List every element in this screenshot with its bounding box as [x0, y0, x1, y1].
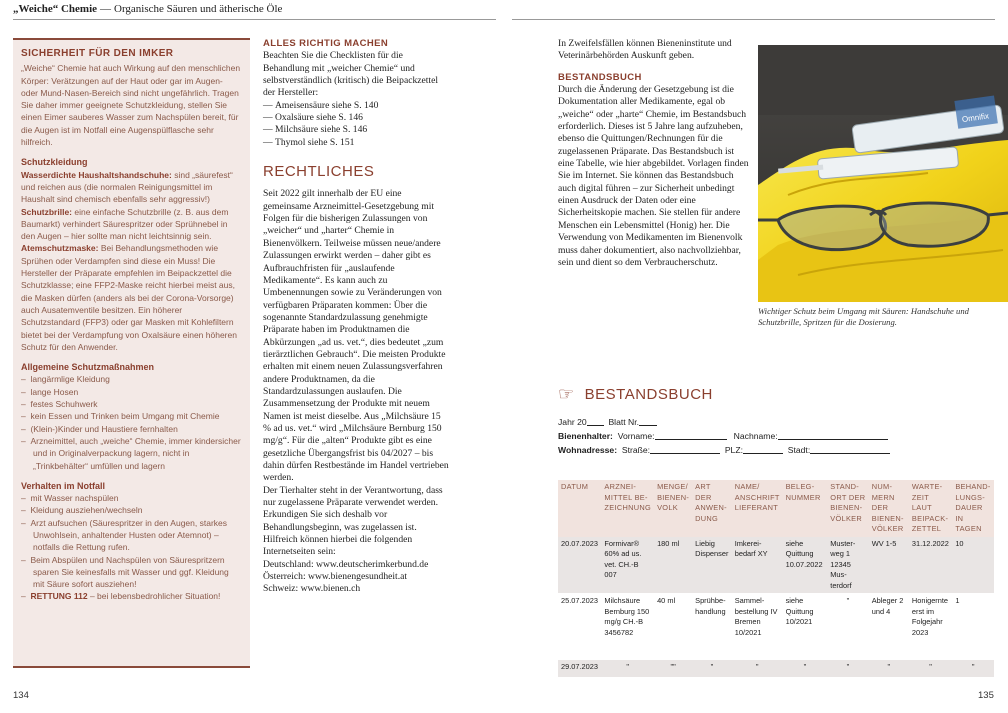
table-cell: Honigernte erst im Folgejahr 2023 — [909, 594, 952, 660]
table-cell: Ableger 2 und 4 — [869, 594, 909, 660]
table-cell: Sprühbe-handlung — [692, 594, 732, 660]
table-cell: 40 ml — [654, 594, 692, 660]
header-separator: — — [100, 3, 112, 15]
column-header: ARZNEI-MITTEL BE-ZEICHNUNG — [601, 480, 654, 537]
table-cell: 20.07.2023 — [558, 537, 601, 594]
table-cell: " — [601, 660, 654, 678]
list-item: – festes Schuhwerk — [21, 398, 242, 410]
table-cell: 180 ml — [654, 537, 692, 594]
list-item: – lange Hosen — [21, 386, 242, 398]
column-header: BEHAND-LUNGS-DAUER IN TAGEN — [952, 480, 994, 537]
paragraph: Der Tierhalter steht in der Verantwortung, dass nur zugelassene Präparate verwendet werden. Erkundigen Sie sich deshalb vor Behandlungsbeginn, was zugelassen ist. Hilfreich können hierbei die folgenden Internetseiten sein: — [263, 484, 443, 558]
table-row — [558, 537, 994, 594]
table-cell: " — [952, 660, 994, 678]
table-cell: " — [909, 660, 952, 678]
header-rule-left — [13, 19, 496, 20]
box-paragraph: Atemschutzmaske: Bei Behandlungsmethoden wie Sprühen oder Verdampfen sind diese ein Muss! Die Hersteller der Präparate empfehlen im Beipackzettel die Schutzklasse; eine FFP2-Maske reicht hierbei meist aus, die Masken dürfen (anders als bei der Corona-Vorsorge) auch Ausatemventile besitzen. Ein höherer Schutzstandard (FFP3) oder gar Masken mit Kohlefiltern bietet bei der Verdampfung von Oxalsäure einen höheren Schutz für den Anwender. — [21, 243, 237, 352]
column-header: STAND-ORT DER BIENEN-VÖLKER — [827, 480, 868, 537]
reference-list — [263, 100, 450, 149]
photo-caption: Wichtiger Schutz beim Umgang mit Säuren: Handschuhe und Schutzbrille, Spritzen für die Dosierung. — [758, 306, 969, 327]
page-number-left: 134 — [13, 690, 29, 701]
table-cell: 10 — [952, 537, 994, 594]
table-cell: Milchsäure Bernburg 150 mg/g CH.-B 3456782 — [601, 594, 654, 660]
box-section-heading: Schutzkleidung — [21, 157, 88, 168]
box-section-heading: Allgemeine Schutzmaßnahmen — [21, 362, 155, 373]
running-header — [13, 3, 282, 15]
table-cell: WV 1-5 — [869, 537, 909, 594]
form-title: ☞ BESTANDSBUCH — [558, 384, 713, 404]
table-cell: Sammel-bestellung IV Bremen 10/2021 — [732, 594, 783, 660]
table-cell: Formivar® 60% ad us. vet. CH.-B 007 — [601, 537, 654, 594]
safety-box — [13, 38, 250, 668]
page-number-right: 135 — [978, 690, 994, 701]
section-heading: ALLES RICHTIG MACHEN — [263, 38, 389, 49]
table-cell: "" — [654, 660, 692, 678]
column-header: DATUM — [558, 480, 601, 537]
list-item: – (Klein-)Kinder und Haustiere fernhalten — [21, 423, 242, 435]
column-header: MENGE/ BIENEN-VOLK — [654, 480, 692, 537]
table-cell: 31.12.2022 — [909, 537, 952, 594]
header-title-bold: „Weiche“ Chemie — [13, 3, 98, 15]
table-row — [558, 660, 994, 678]
column-header: BELEG-NUMMER — [783, 480, 828, 537]
link-germany: Deutschland: www.deutscherimkerbund.de — [263, 558, 429, 570]
safety-equipment-photo — [758, 45, 1008, 302]
column-header: ART DER ANWEN-DUNG — [692, 480, 732, 537]
paragraph: Seit 2022 gilt innerhalb der EU eine gemeinsame Arzneimittel-Gesetzgebung mit Folgen für die bisherigen Zulassungen von „weicher“ und „harter“ Chemie in Bienenvölkern. Teilweise müssen neue/andere Zulassungen erwirkt werden – daher gibt es Aufbrauchfristen für „auslaufende Medikamente“. Es kann auch zu Umbenennungen sowie zu Veränderungen von verfügbaren Präparaten kommen: Über die sogenannte Standardzulassung genehmigte Präparate haben im Produktnamen die Abkürzungen „ad us. vet.“, dies bedeutet „zum tierärztlichen Gebrauch“. Die meisten Produkte erhalten mit einem neuen Zulassungsverfahren andere Produktnamen, da die Standardzulassungen auslaufen. Die Zusammensetzung der Produkte mit neuem Namen ist meist dieselbe. Aus „Milchsäure 15 % ad us. vet.“ wird „Milchsäure Bernburg 150 mg/g“. Für die „alten“ Produkte gibt es eine gesetzliche Übergangsfrist bis 04/2027 – bis dahin dürfen Restbestände im Handel vertrieben werden. — [263, 188, 449, 484]
table-cell: " — [732, 660, 783, 678]
emergency-list — [21, 492, 242, 603]
header-title-rest: Organische Säuren und ätherische Öle — [114, 3, 283, 15]
paragraph: Beachten Sie die Checklisten für die Behandlung mit „weicher Chemie“ und selbstverständlich (kritisch) die Beipackzettel der Hersteller: — [263, 50, 439, 99]
table-cell: Imkerei-bedarf XY — [732, 537, 783, 594]
table-row — [558, 594, 994, 660]
table-cell: " — [827, 594, 868, 660]
box-heading: SICHERHEIT FÜR DEN IMKER — [21, 48, 174, 59]
table-cell: 1 — [952, 594, 994, 660]
box-intro: „Weiche“ Chemie hat auch Wirkung auf den menschlichen Körper: Verätzungen auf der Haut oder gar im Augen- oder Mund-Nasen-Bereich sind nicht ungefährlich. Tragen Sie daher immer geeignete Schutzkleidung, stellen Sie einen Eimer sauberes Wasser zum Nachspülen bereit, für die Augen ist im Notfall eine Augenspülflasche sehr hilfreich. — [21, 63, 241, 148]
column-header: NUM-MERN DER BIENEN-VÖLKER — [869, 480, 909, 537]
list-item: — Thymol siehe S. 151 — [263, 137, 450, 149]
middle-column — [263, 38, 450, 596]
list-item: – kein Essen und Trinken beim Umgang mit Chemie — [21, 410, 242, 422]
table-cell: 29.07.2023 — [558, 660, 601, 678]
protection-list — [21, 373, 242, 471]
list-item: — Ameisensäure siehe S. 140 — [263, 100, 450, 112]
list-item: – Kleidung ausziehen/wechseln — [21, 504, 242, 516]
table-cell: siehe Quittung 10/2021 — [783, 594, 828, 660]
form-line-year: Jahr 20 Blatt Nr. — [558, 417, 657, 427]
table-cell: " — [827, 660, 868, 678]
paragraph: Durch die Änderung der Gesetzgebung ist die Dokumentation aller Medikamente, egal ob „weiche“ oder „harte“ Chemie, im Bestandsbuch erforderlich. Dieses ist 5 Jahre lang aufzuheben, ebenso die Quittungen/Rechnungen für die zugelassenen Präparate. Das Bestandsbuch ist eine Tabelle, wie hier abgebildet. Vorlagen finden Sie im Internet. Sie können das Bestandsbuch auch digital führen – zur Sicherheit unbedingt einen Ausdruck der Daten oder eine Sicherheitskopie machen. Sie stellen für andere Menschen ein Lebensmittel (Honig) her. Die Verwendung von Medikamenten im Bienenvolk muss daher dokumentiert, also nachvollziehbar, sein und dient so dem Verbraucherschutz. — [558, 84, 749, 268]
box-paragraph: Schutzbrille: eine einfache Schutzbrille (z. B. aus dem Baumarkt) verhindert Säurespritzer oder Sprühnebel in den Augen – hier sollte man nicht leichtsinnig sein. — [21, 206, 229, 242]
column-header: NAME/ ANSCHRIFT LIEFERANT — [732, 480, 783, 537]
box-paragraph: Wasserdichte Haushaltshandschuhe: sind „säurefest“ und reichen aus (die normalen Reinigungsmittel im Haushalt sind chemisch ebenfalls sehr aggressiv!) — [21, 169, 233, 205]
link-austria: Österreich: www.bienengesundheit.at — [263, 571, 408, 583]
table-cell: Muster-weg 1 12345 Mus-terdorf — [827, 537, 868, 594]
right-column — [558, 38, 751, 269]
list-item: – mit Wasser nachspülen — [21, 492, 242, 504]
list-item: – langärmlige Kleidung — [21, 373, 242, 385]
pointing-hand-icon: ☞ — [558, 384, 575, 404]
inventory-table — [558, 480, 994, 678]
table-cell: siehe Quittung 10.07.2022 — [783, 537, 828, 594]
list-item: — Oxalsäure siehe S. 146 — [263, 112, 450, 124]
table-cell: " — [869, 660, 909, 678]
header-rule-right — [512, 19, 995, 20]
table-header-row — [558, 480, 994, 537]
list-item: – RETTUNG 112 – bei lebensbedrohlicher Situation! — [21, 590, 242, 602]
list-item: – Arzt aufsuchen (Säurespritzer in den Augen, starkes Unwohlsein, anhaltender Husten oder Atemnot) – notfalls die Rettung rufen. — [21, 517, 242, 554]
syringe-label: Omnifix — [961, 111, 990, 125]
list-item: – Beim Abspülen und Nachspülen von Säurespritzern sparen Sie keinesfalls mit Wasser und ggf. Kleidung mit Säure sofort ausziehen! — [21, 554, 242, 591]
box-section-heading: Verhalten im Notfall — [21, 480, 106, 491]
column-header: WARTE-ZEIT LAUT BEIPACK-ZETTEL — [909, 480, 952, 537]
section-heading-large: RECHTLICHES — [263, 163, 375, 181]
table-cell: Liebig Dispenser — [692, 537, 732, 594]
list-item: — Milchsäure siehe S. 146 — [263, 124, 450, 136]
link-switzerland: Schweiz: www.bienen.ch — [263, 583, 361, 595]
form-line-address: Wohnadresse: Straße: PLZ: Stadt: — [558, 445, 890, 455]
form-line-keeper: Bienenhalter: Vorname: Nachname: — [558, 431, 888, 441]
section-heading: BESTANDSBUCH — [558, 71, 642, 83]
paragraph: In Zweifelsfällen können Bieneninstitute und Veterinärbehörden Auskunft geben. — [558, 38, 732, 62]
list-item: – Arzneimittel, auch „weiche“ Chemie, immer kindersicher und in Originalverpackung lagern, nicht in „Trinkbehälter“ umfüllen und lagern — [21, 435, 242, 472]
table-cell: " — [692, 660, 732, 678]
table-cell: 25.07.2023 — [558, 594, 601, 660]
table-cell: " — [783, 660, 828, 678]
